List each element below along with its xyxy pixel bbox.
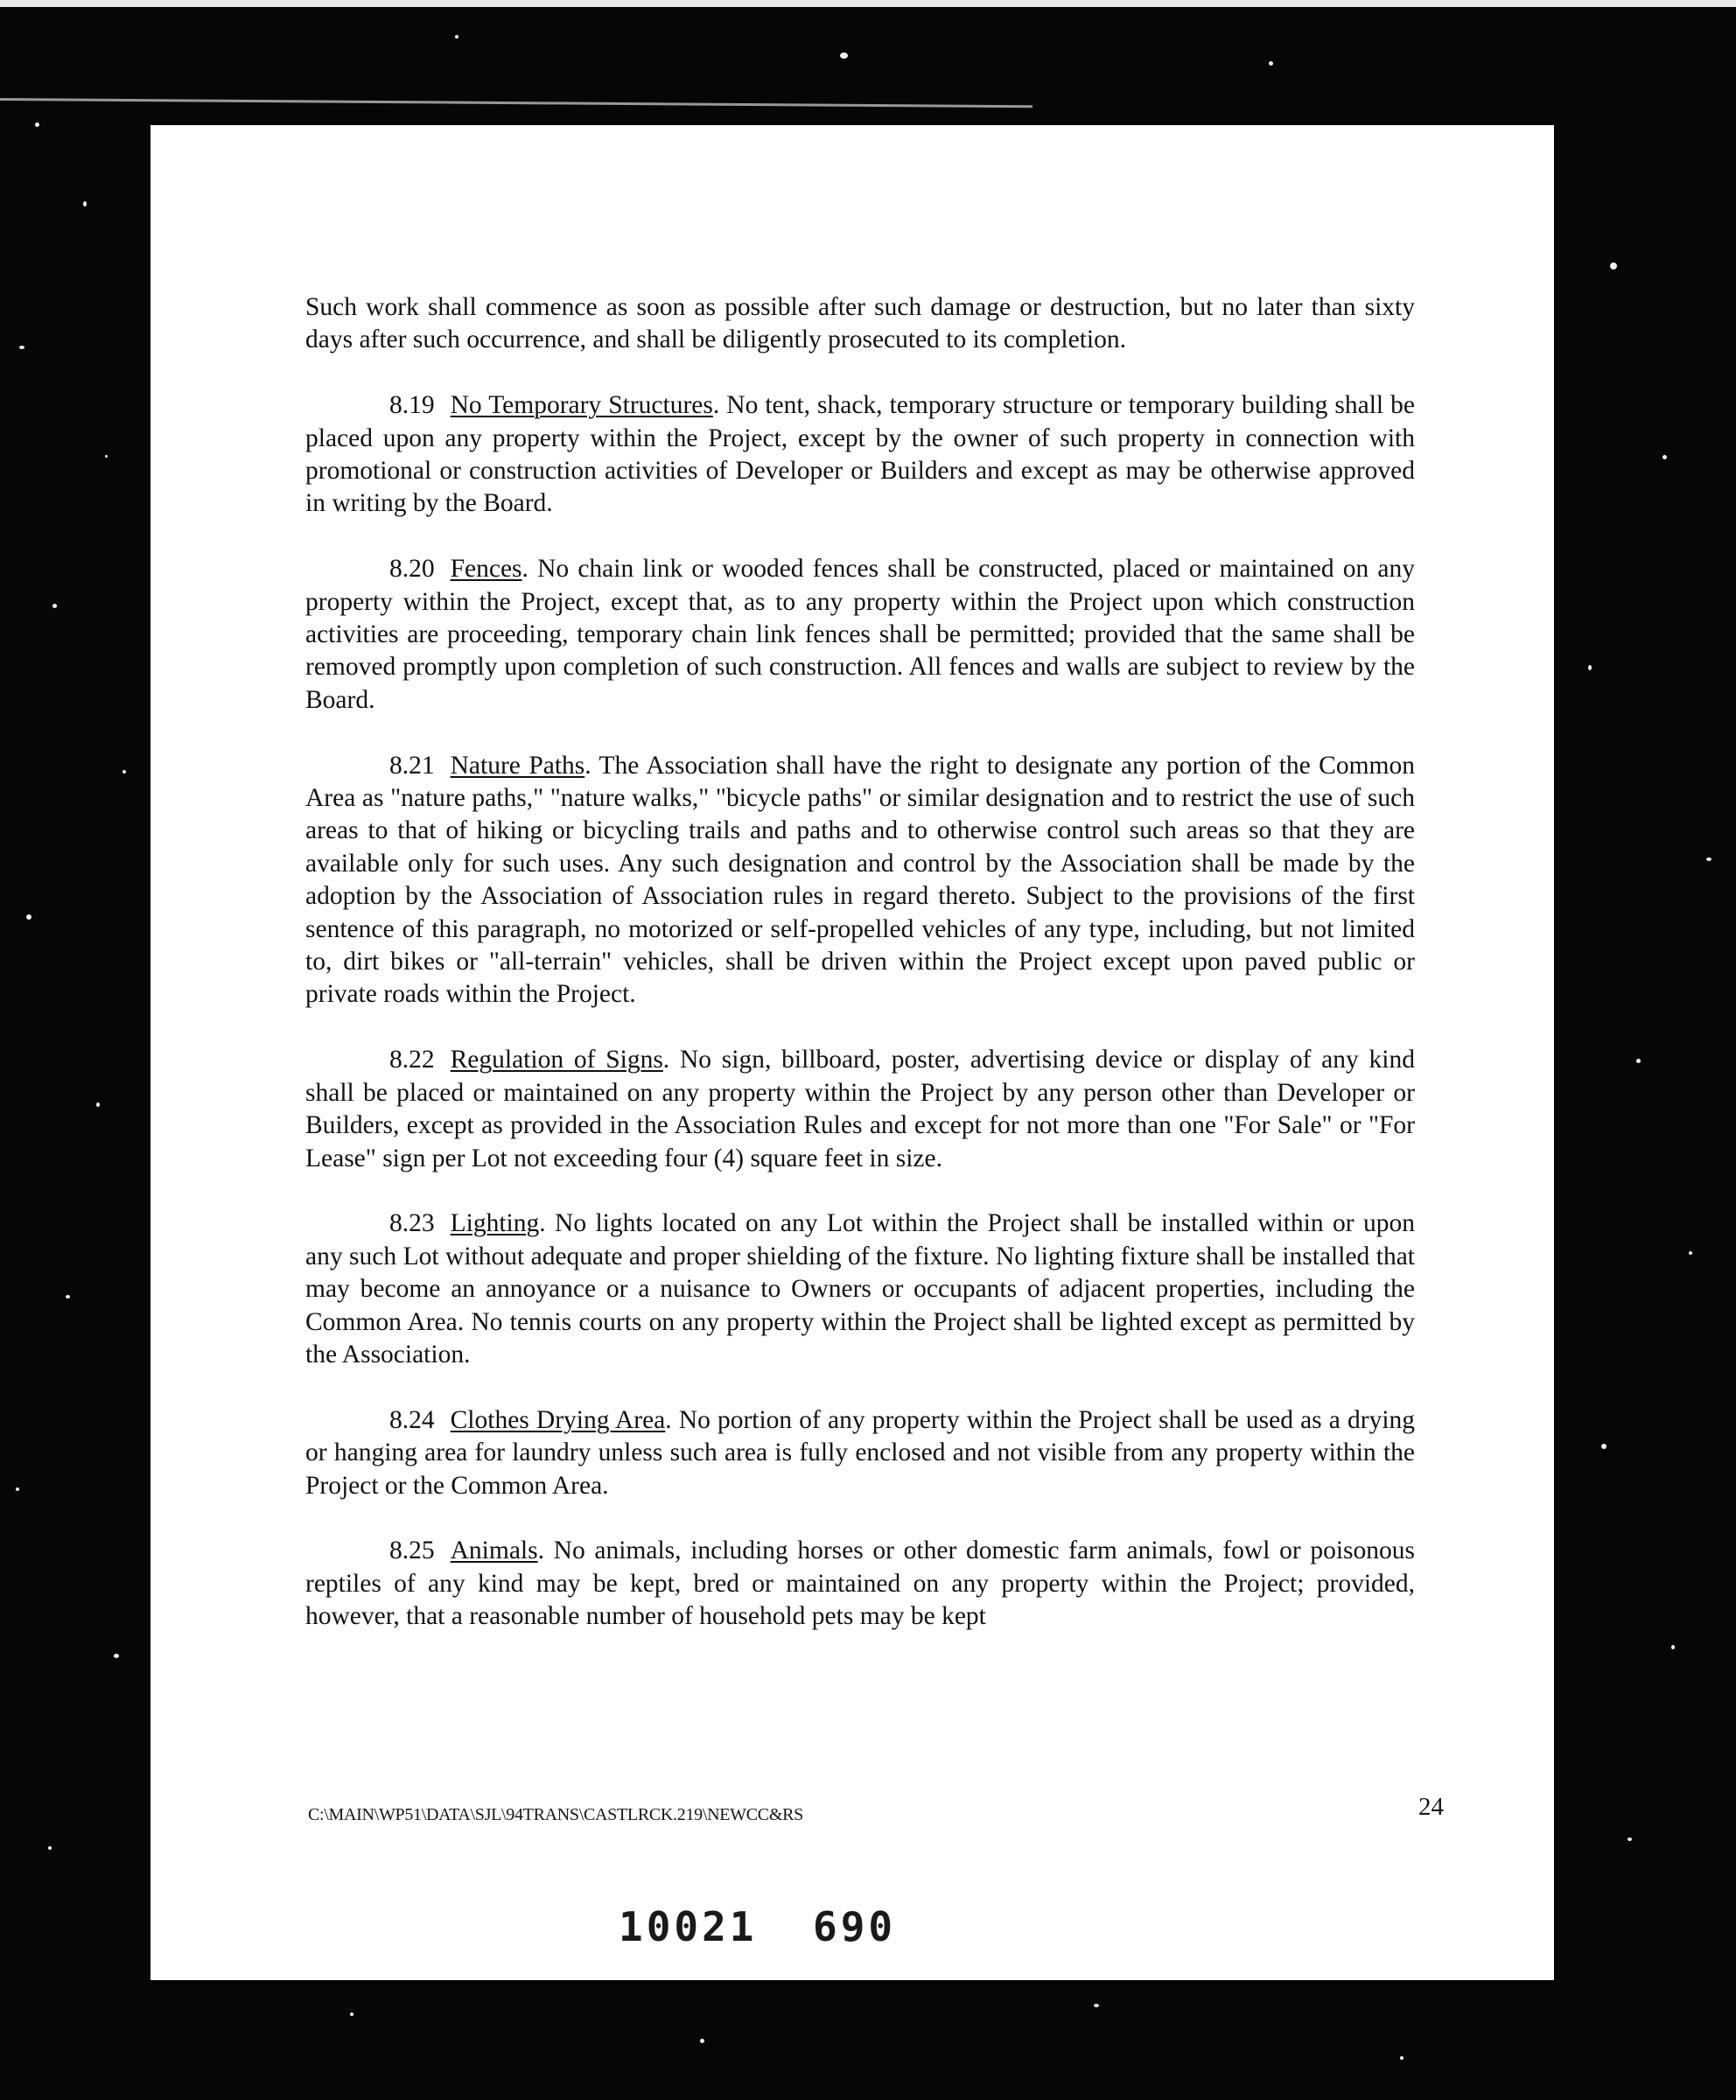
recording-stamp-page: 690: [813, 1903, 897, 1950]
document-page: [150, 125, 1554, 1980]
intro-paragraph: [305, 291, 1415, 357]
scan-top-edge: [0, 0, 1736, 7]
intro-paragraph-text: Such work shall commence as soon as possible after such damage or destruction, but no later than sixty days after such occurrence, and shall be diligently prosecuted to its completion.: [305, 293, 1415, 354]
section-8-20: 8.20 Fences. No chain link or wooded fences shall be constructed, placed or maintained on any property within the Project, except that, as to any property within the Project upon which construction activities are proceeding, temporary chain link fences shall be permitted; provided that the same shall be removed promptly upon completion of such construction. All fences and walls are subject to review by the Board.: [305, 555, 1415, 714]
section-8-24: 8.24 Clothes Drying Area. No portion of any property within the Project shall be used as a drying or hanging area for laundry unless such area is fully enclosed and not visible from any property within the Project or the Common Area.: [305, 1405, 1416, 1500]
section-title: Regulation of Signs: [450, 1046, 663, 1074]
section-8-25: 8.25 Animals. No animals, including horses or other domestic farm animals, fowl or poisonous reptiles of any kind may be kept, bred or maintained on any property within the Project; provided, however, that a reasonable number of household pets may be kept: [305, 1536, 1415, 1631]
section-title: Lighting: [450, 1209, 540, 1238]
section-number: 8.23: [389, 1209, 435, 1238]
section-8-22: 8.22 Regulation of Signs. No sign, billboard, poster, advertising device or display of any kind shall be placed or maintained on any property within the Project by any person other than Developer or Builders, except as provided in the Association Rules and except for not more than one "For Sale" or "For Lease" sign per Lot not exceeding four (4) square feet in size.: [305, 1046, 1415, 1172]
section-title: Clothes Drying Area: [450, 1405, 666, 1434]
section-text: No portion of any property within the Project shall be used as a drying or hanging area for laundry unless such area is fully enclosed and not visible from any property within the Project or the Common Area.: [305, 1405, 1416, 1500]
section-number: 8.19: [389, 391, 435, 420]
section-title: Nature Paths: [450, 751, 585, 780]
section-number: 8.21: [389, 751, 435, 780]
section-title: No Temporary Structures: [450, 391, 713, 420]
section-number: 8.25: [389, 1536, 435, 1565]
section-number: 8.20: [389, 555, 435, 584]
section-text: The Association shall have the right to designate any portion of the Common Area as "nature paths," "nature walks," "bicycle paths" or similar designation and to restrict the use of such areas to that of hiking or bicycling trails and paths and to otherwise control such areas so that they are available only for such uses. Any such designation and control by the Association shall be made by the adoption by the Association of Association rules in regard thereto. Subject to the provisions of the first sentence of this paragraph, no motorized or self-propelled vehicles of any type, including, but not limited to, dirt bikes or "all-terrain" vehicles, shall be driven within the Project except upon paved public or private roads within the Project.: [305, 751, 1416, 1009]
section-text: No sign, billboard, poster, advertising device or display of any kind shall be placed or maintained on any property within the Project by any person other than Developer or Builders, except as provided in the Association Rules and except for not more than one "For Sale" or "For Lease" sign per Lot not exceeding four (4) square feet in size.: [305, 1046, 1415, 1172]
section-text: No chain link or wooded fences shall be constructed, placed or maintained on any property within the Project, except that, as to any property within the Project upon which construction activities are proceeding, temporary chain link fences shall be permitted; provided that the same shall be removed promptly upon completion of such construction. All fences and walls are subject to review by the Board.: [305, 555, 1415, 714]
section-text: No lights located on any Lot within the Project shall be installed within or upon any such Lot without adequate and proper shielding of the fixture. No lighting fixture shall be installed that may become an annoyance or a nuisance to Owners or occupants of adjacent properties, including the Common Area. No tennis courts on any property within the Project shall be lighted except as permitted by the Association.: [305, 1209, 1415, 1368]
recording-stamp-book: 10021: [619, 1903, 758, 1950]
section-title: Fences: [450, 555, 522, 584]
section-text: No tent, shack, temporary structure or temporary building shall be placed upon any property within the Project, except by the owner of such property in connection with promotional or construction activities of Developer or Builders and except as may be otherwise approved in writing by the Board.: [305, 391, 1416, 518]
section-number: 8.24: [389, 1405, 435, 1434]
section-number: 8.22: [389, 1046, 435, 1074]
section-8-23: 8.23 Lighting. No lights located on any Lot within the Project shall be installed within or upon any such Lot without adequate and proper shielding of the fixture. No lighting fixture shall be installed that may become an annoyance or a nuisance to Owners or occupants of adjacent properties, including the Common Area. No tennis courts on any property within the Project shall be lighted except as permitted by the Association.: [305, 1209, 1415, 1368]
footer-file-path: C:\MAIN\WP51\DATA\SJL\94TRANS\CASTLRCK.219\NEWCC&RS: [308, 1805, 803, 1824]
section-title: Animals: [450, 1536, 538, 1565]
document-body: [305, 291, 1415, 1666]
section-8-21: 8.21 Nature Paths. The Association shall have the right to designate any portion of the Common Area as "nature paths," "nature walks," "bicycle paths" or similar designation and to restrict the use of such areas to that of hiking or bicycling trails and paths and to otherwise control such areas so that they are available only for such uses. Any such designation and control by the Association shall be made by the adoption by the Association of Association rules in regard thereto. Subject to the provisions of the first sentence of this paragraph, no motorized or self-propelled vehicles of any type, including, but not limited to, dirt bikes or "all-terrain" vehicles, shall be driven within the Project except upon paved public or private roads within the Project.: [305, 751, 1416, 1009]
page-number: 24: [1418, 1793, 1444, 1821]
section-text: No animals, including horses or other domestic farm animals, fowl or poisonous reptiles of any kind may be kept, bred or maintained on any property within the Project; provided, however, that a reasonable number of household pets may be kept: [305, 1536, 1415, 1631]
section-8-19: 8.19 No Temporary Structures. No tent, shack, temporary structure or temporary building shall be placed upon any property within the Project, except by the owner of such property in connection with promotional or construction activities of Developer or Builders and except as may be otherwise approved in writing by the Board.: [305, 391, 1416, 518]
scan-artifact-line: [0, 98, 1032, 108]
